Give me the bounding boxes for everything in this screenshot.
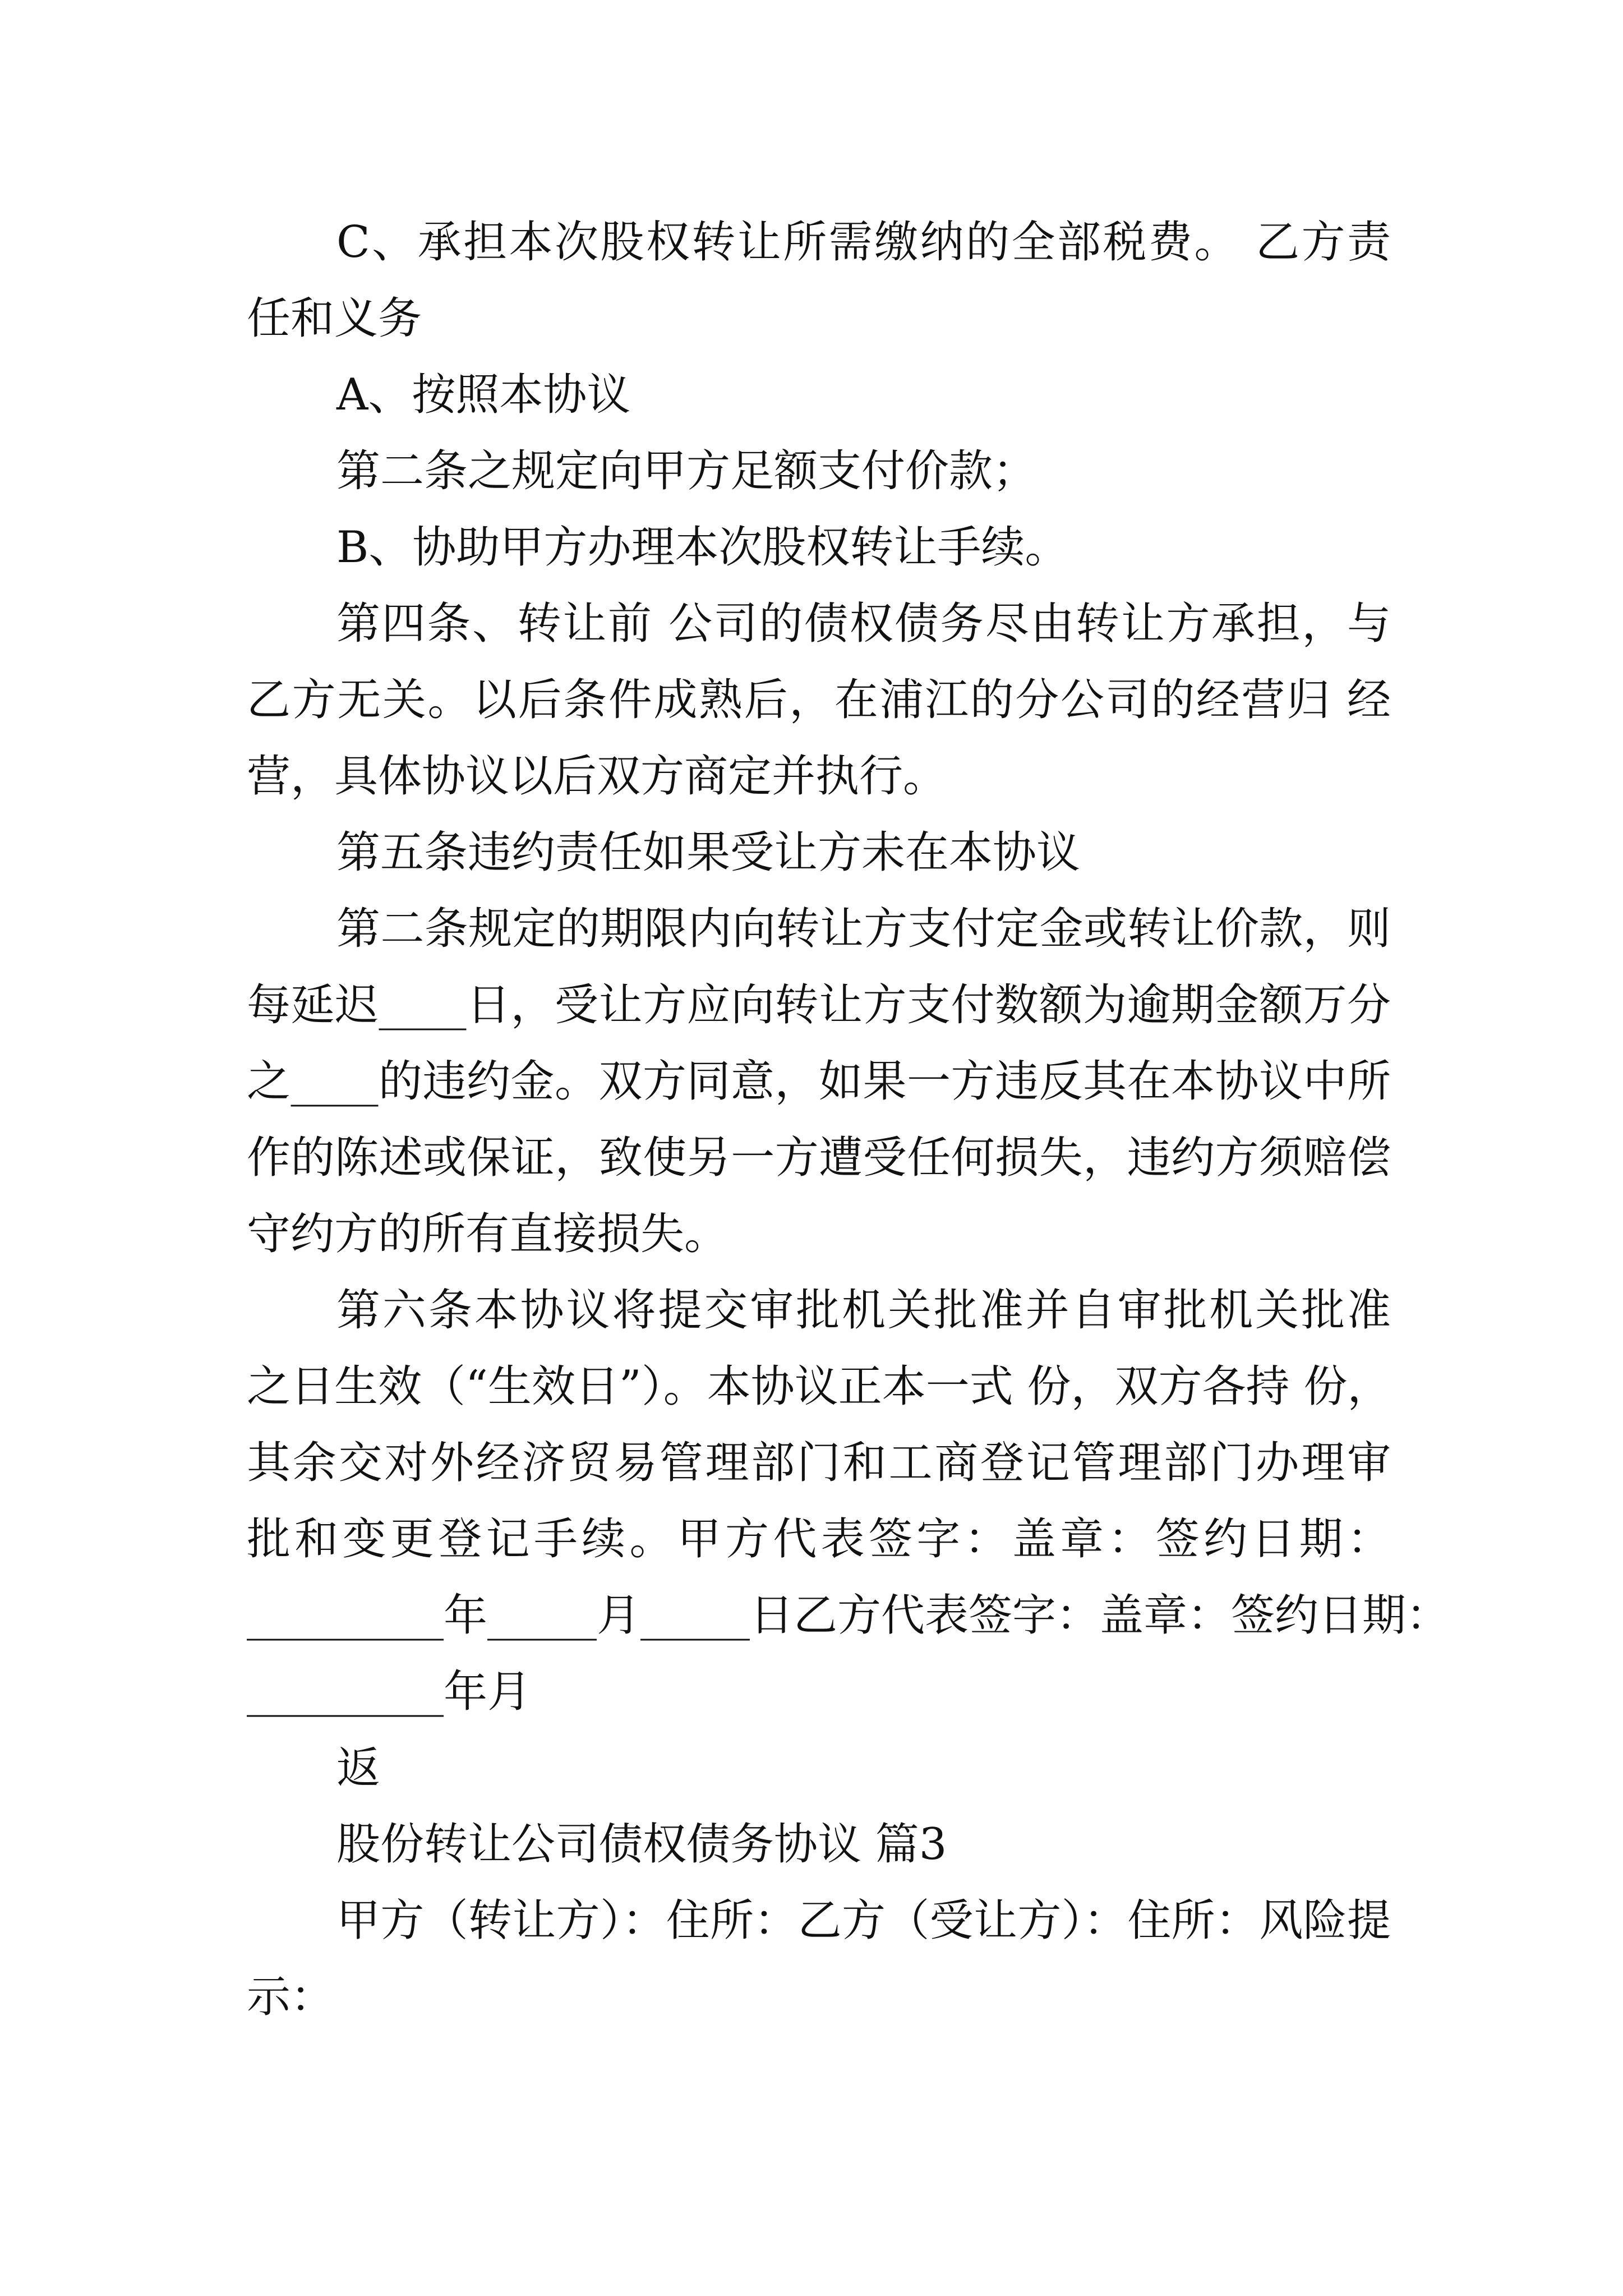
- text-line: 作的陈述或保证，致使另一方遭受任何损失，违约方须赔偿: [247, 1133, 1391, 1183]
- text-line: C、承担本次股权转让所需缴纳的全部税费。 乙方责: [336, 217, 1391, 268]
- text-line: 之____的违约金。双方同意，如果一方违反其在本协议中所: [247, 1056, 1391, 1107]
- text-line: 营，具体协议以后双方商定并执行。: [247, 751, 947, 802]
- text-line: 第二条之规定向甲方足额支付价款；: [336, 446, 1037, 496]
- text-line: 甲方（转让方）：住所：乙方（受让方）：住所：风险提: [336, 1895, 1391, 1946]
- text-line: 任和义务: [247, 293, 422, 344]
- text-line: 第四条、转让前 公司的债权债务尽由转让方承担，与: [336, 599, 1391, 649]
- text-line: 第二条规定的期限内向转让方支付定金或转让价款，则: [336, 904, 1391, 954]
- text-line: 守约方的所有直接损失。: [247, 1209, 728, 1259]
- text-line: 第六条本协议将提交审批机关批准并自审批机关批准: [336, 1285, 1391, 1336]
- text-line: _________年月: [247, 1667, 532, 1717]
- text-line: 第五条违约责任如果受让方未在本协议: [336, 827, 1081, 878]
- text-line: 每延迟____日，受让方应向转让方支付数额为逾期金额万分: [247, 980, 1391, 1030]
- text-line: 返: [336, 1743, 381, 1793]
- text-line: 示：: [247, 1972, 335, 2022]
- text-line: 之日生效（“生效日”）。本协议正本一式 份，双方各持 份，: [247, 1361, 1391, 1412]
- text-line: _________年_____月_____日乙方代表签字：盖章：签约日期：: [247, 1590, 1450, 1641]
- text-line: 乙方无关。以后条件成熟后，在浦江的分公司的经营归 经: [247, 675, 1391, 725]
- text-line: A、按照本协议: [336, 370, 631, 420]
- text-line: 批和变更登记手续。甲方代表签字：盖章：签约日期：: [247, 1514, 1391, 1565]
- text-line: B、协助甲方办理本次股权转让手续。: [336, 522, 1069, 573]
- text-line: 其余交对外经济贸易管理部门和工商登记管理部门办理审: [247, 1438, 1391, 1488]
- section-heading: 股份转让公司债权债务协议 篇3: [336, 1819, 947, 1870]
